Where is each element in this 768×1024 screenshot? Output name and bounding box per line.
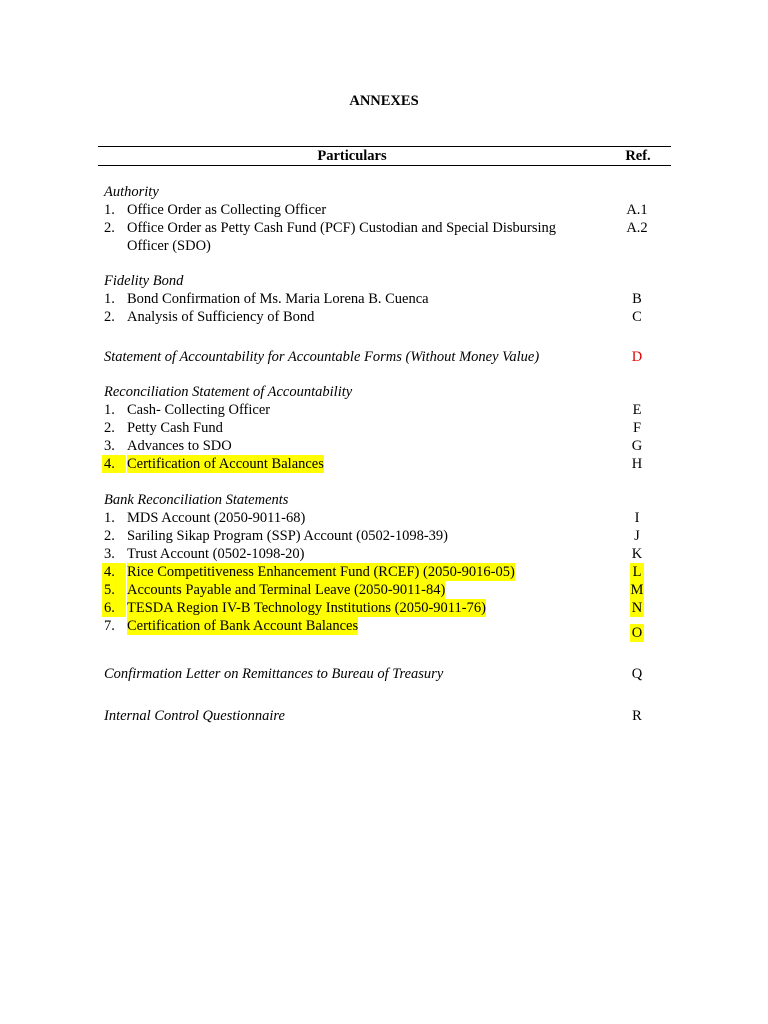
section-heading-reconciliation-statement: Reconciliation Statement of Accountability bbox=[104, 384, 353, 400]
ref-column-header: Ref. bbox=[625, 148, 651, 164]
section-heading-authority: Authority bbox=[104, 184, 159, 200]
list-item-highlighted: 4. Rice Competitiveness Enhancement Fund (RCEF) (2050-9016-05) L bbox=[0, 563, 768, 581]
list-item: 1. Office Order as Collecting Officer A.1 bbox=[104, 202, 648, 218]
section-heading-confirmation-letter: Confirmation Letter on Remittances to Bureau of Treasury Q bbox=[104, 666, 643, 682]
list-item-highlighted: 6. TESDA Region IV-B Technology Institutions (2050-9011-76) N bbox=[104, 600, 643, 616]
list-item: 1. Cash- Collecting Officer E bbox=[104, 402, 642, 418]
list-item-highlighted: 7. Certification of Bank Account Balances bbox=[104, 618, 359, 634]
table-header bbox=[98, 146, 671, 166]
list-item: 2. Petty Cash Fund F bbox=[104, 420, 642, 436]
list-item-highlighted: 5. Accounts Payable and Terminal Leave (2050-9011-84) M bbox=[104, 582, 644, 598]
list-item: 3. Advances to SDO G bbox=[104, 438, 643, 454]
section-heading-internal-control: Internal Control Questionnaire R bbox=[104, 708, 642, 724]
ref-o-row: O bbox=[631, 625, 643, 641]
section-heading-bank-reconciliation: Bank Reconciliation Statements bbox=[104, 492, 289, 508]
list-item: 2. Office Order as Petty Cash Fund (PCF) Custodian and Special Disbursing A.2 bbox=[104, 220, 648, 236]
list-item: 1. Bond Confirmation of Ms. Maria Lorena B. Cuenca B bbox=[104, 291, 642, 307]
list-item-continuation: Officer (SDO) bbox=[127, 238, 211, 254]
section-heading-statement-of-accountability: Statement of Accountability for Accountable Forms (Without Money Value) D bbox=[0, 348, 768, 366]
list-item: 2. Analysis of Sufficiency of Bond C bbox=[104, 309, 642, 325]
particulars-column-header: Particulars bbox=[317, 148, 387, 164]
list-item: 3. Trust Account (0502-1098-20) K bbox=[104, 546, 643, 562]
list-item-highlighted: 4. Certification of Account Balances H bbox=[104, 456, 643, 472]
page-title: ANNEXES bbox=[349, 93, 419, 109]
list-item: 2. Sariling Sikap Program (SSP) Account (0502-1098-39) J bbox=[104, 528, 640, 544]
section-heading-fidelity-bond: Fidelity Bond bbox=[104, 273, 184, 289]
list-item: 1. MDS Account (2050-9011-68) I bbox=[104, 510, 640, 526]
ref-d: D bbox=[631, 349, 643, 365]
